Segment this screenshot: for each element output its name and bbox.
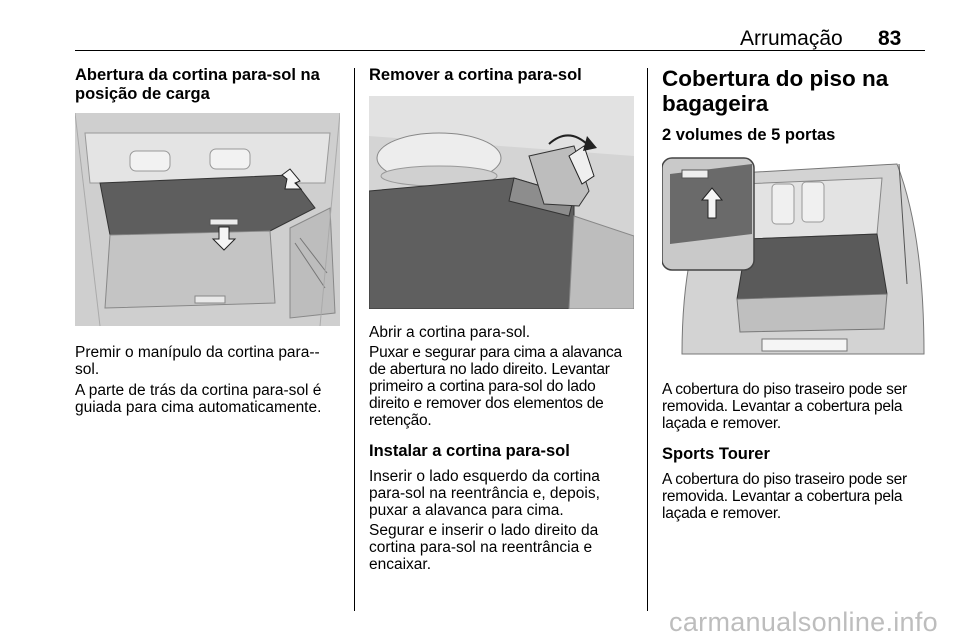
figure-luggage-cover-load (75, 113, 340, 326)
column-2 (369, 66, 634, 573)
page-section-title: Arrumação (740, 27, 843, 50)
paragraph-abrir-cortina: Abrir a cortina para-sol. (369, 324, 531, 341)
page-number: 83 (878, 27, 902, 50)
remove-cover-illustration (369, 96, 634, 309)
paragraph-cobertura-removida-st: A cobertura do piso traseiro pode ser removida. Levantar a cobertura pela laçada e remover. (662, 471, 907, 522)
column-divider-2 (647, 68, 648, 611)
watermark: carmanualsonline.info (669, 607, 938, 637)
subheading-sports-tourer: Sports Tourer (662, 445, 770, 463)
figure-remove-cover (369, 96, 634, 309)
paragraph-premir-manipulo: Premir o manípulo da cortina para--sol. (75, 344, 320, 378)
column-3 (662, 66, 928, 522)
paragraph-cobertura-removida: A cobertura do piso traseiro pode ser removida. Levantar a cobertura pela laçada e remover. (662, 381, 907, 432)
subheading-2-volumes: 2 volumes de 5 portas (662, 126, 836, 144)
paragraph-segurar-inserir: Segurar e inserir o lado direito da cortina para-sol na reentrância e encaixar. (369, 522, 599, 573)
luggage-cover-load-illustration (75, 113, 340, 326)
heading-instalar-cortina: Instalar a cortina para-sol (369, 442, 570, 460)
heading-cortina-carga: Abertura da cortina para-sol na posição de carga (75, 66, 320, 103)
paragraph-parte-tras: A parte de trás da cortina para-sol é guiada para cima automaticamente. (75, 382, 322, 416)
figure-floor-cover (662, 154, 926, 366)
floor-cover-illustration (662, 154, 926, 366)
column-divider-1 (354, 68, 355, 611)
paragraph-puxar-segurar: Puxar e segurar para cima a alavanca de abertura no lado direito. Levantar primeiro a cortina para-sol do lado direito e remover dos elementos de retenção. (369, 344, 622, 429)
column-1 (75, 66, 340, 416)
heading-remover-cortina: Remover a cortina para-sol (369, 66, 582, 84)
paragraph-inserir-lado-esquerdo: Inserir o lado esquerdo da cortina para-sol na reentrância e, depois, puxar a alavanca para cima. (369, 468, 600, 519)
header-divider (75, 50, 925, 51)
heading-cobertura-piso: Cobertura do piso na bagageira (662, 66, 889, 116)
